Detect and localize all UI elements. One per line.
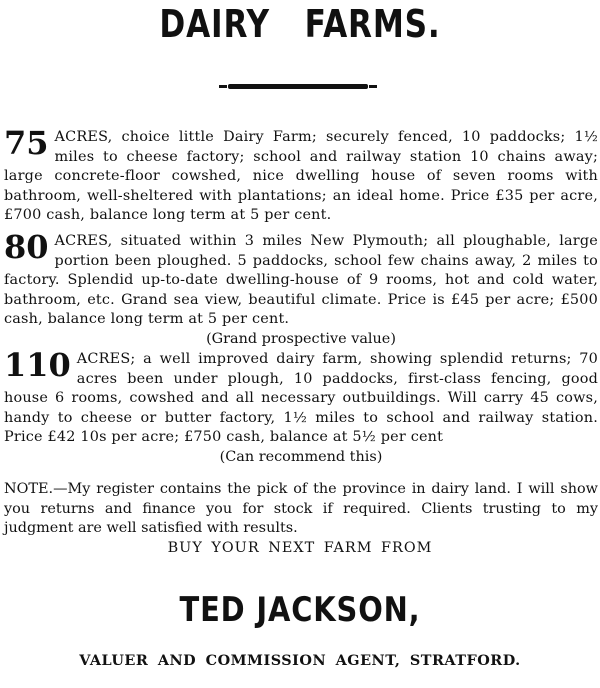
listing-number: 110 [4,346,71,384]
agent-name: TED JACKSON, [179,590,421,630]
listing-remark: (Can recommend this) [219,448,383,465]
headline: DAIRY FARMS. [159,2,441,46]
listing-110-acres [4,346,598,468]
listing-75-acres [4,124,598,226]
register-note: NOTE.—My register contains the pick of the province in dairy land. I will show you returns and finance you for stock if required. Clients trusting to my judgment are well satisfied with results. [4,481,598,537]
headline-rule [228,84,368,89]
listing-text: ACRES; a well improved dairy farm, showing splendid returns; 70 acres been under plough, 10 paddocks, first-class fencing, good house 6 rooms, cowshed and all necessary outbuildings. Will carry 45 cows, handy to cheese or butter factory, 1½ miles to school and railway station. Price £42 10s per acre; £750 cash, balance at 5½ per cent [4,351,598,446]
agent-title: VALUER AND COMMISSION AGENT, STRATFORD. [79,652,521,669]
listing-80-acres [4,228,598,350]
listing-number: 75 [4,124,49,162]
listing-number: 80 [4,228,49,266]
listing-text: ACRES, choice little Dairy Farm; securely fenced, 10 paddocks; 1½ miles to cheese factory; school and railway station 10 chains away; large concrete-floor cowshed, nice dwelling house of seven rooms with bathroom, well-sheltered with plantations; an ideal home. Price £35 per acre, £700 cash, balance long term at 5 per cent. [4,129,598,224]
buy-line: BUY YOUR NEXT FARM FROM [167,540,433,556]
listing-remark: (Grand prospective value) [206,330,396,347]
listing-text: ACRES, situated within 3 miles New Plymouth; all ploughable, large portion been ploughed. 5 paddocks, school few chains away, 2 miles to factory. Splendid up-to-date dwelling-house of 9 rooms, hot and cold water, bathroom, etc. Grand sea view, beautiful climate. Price is £45 per acre; £500 cash, balance long term at 5 per cent. [4,233,598,328]
